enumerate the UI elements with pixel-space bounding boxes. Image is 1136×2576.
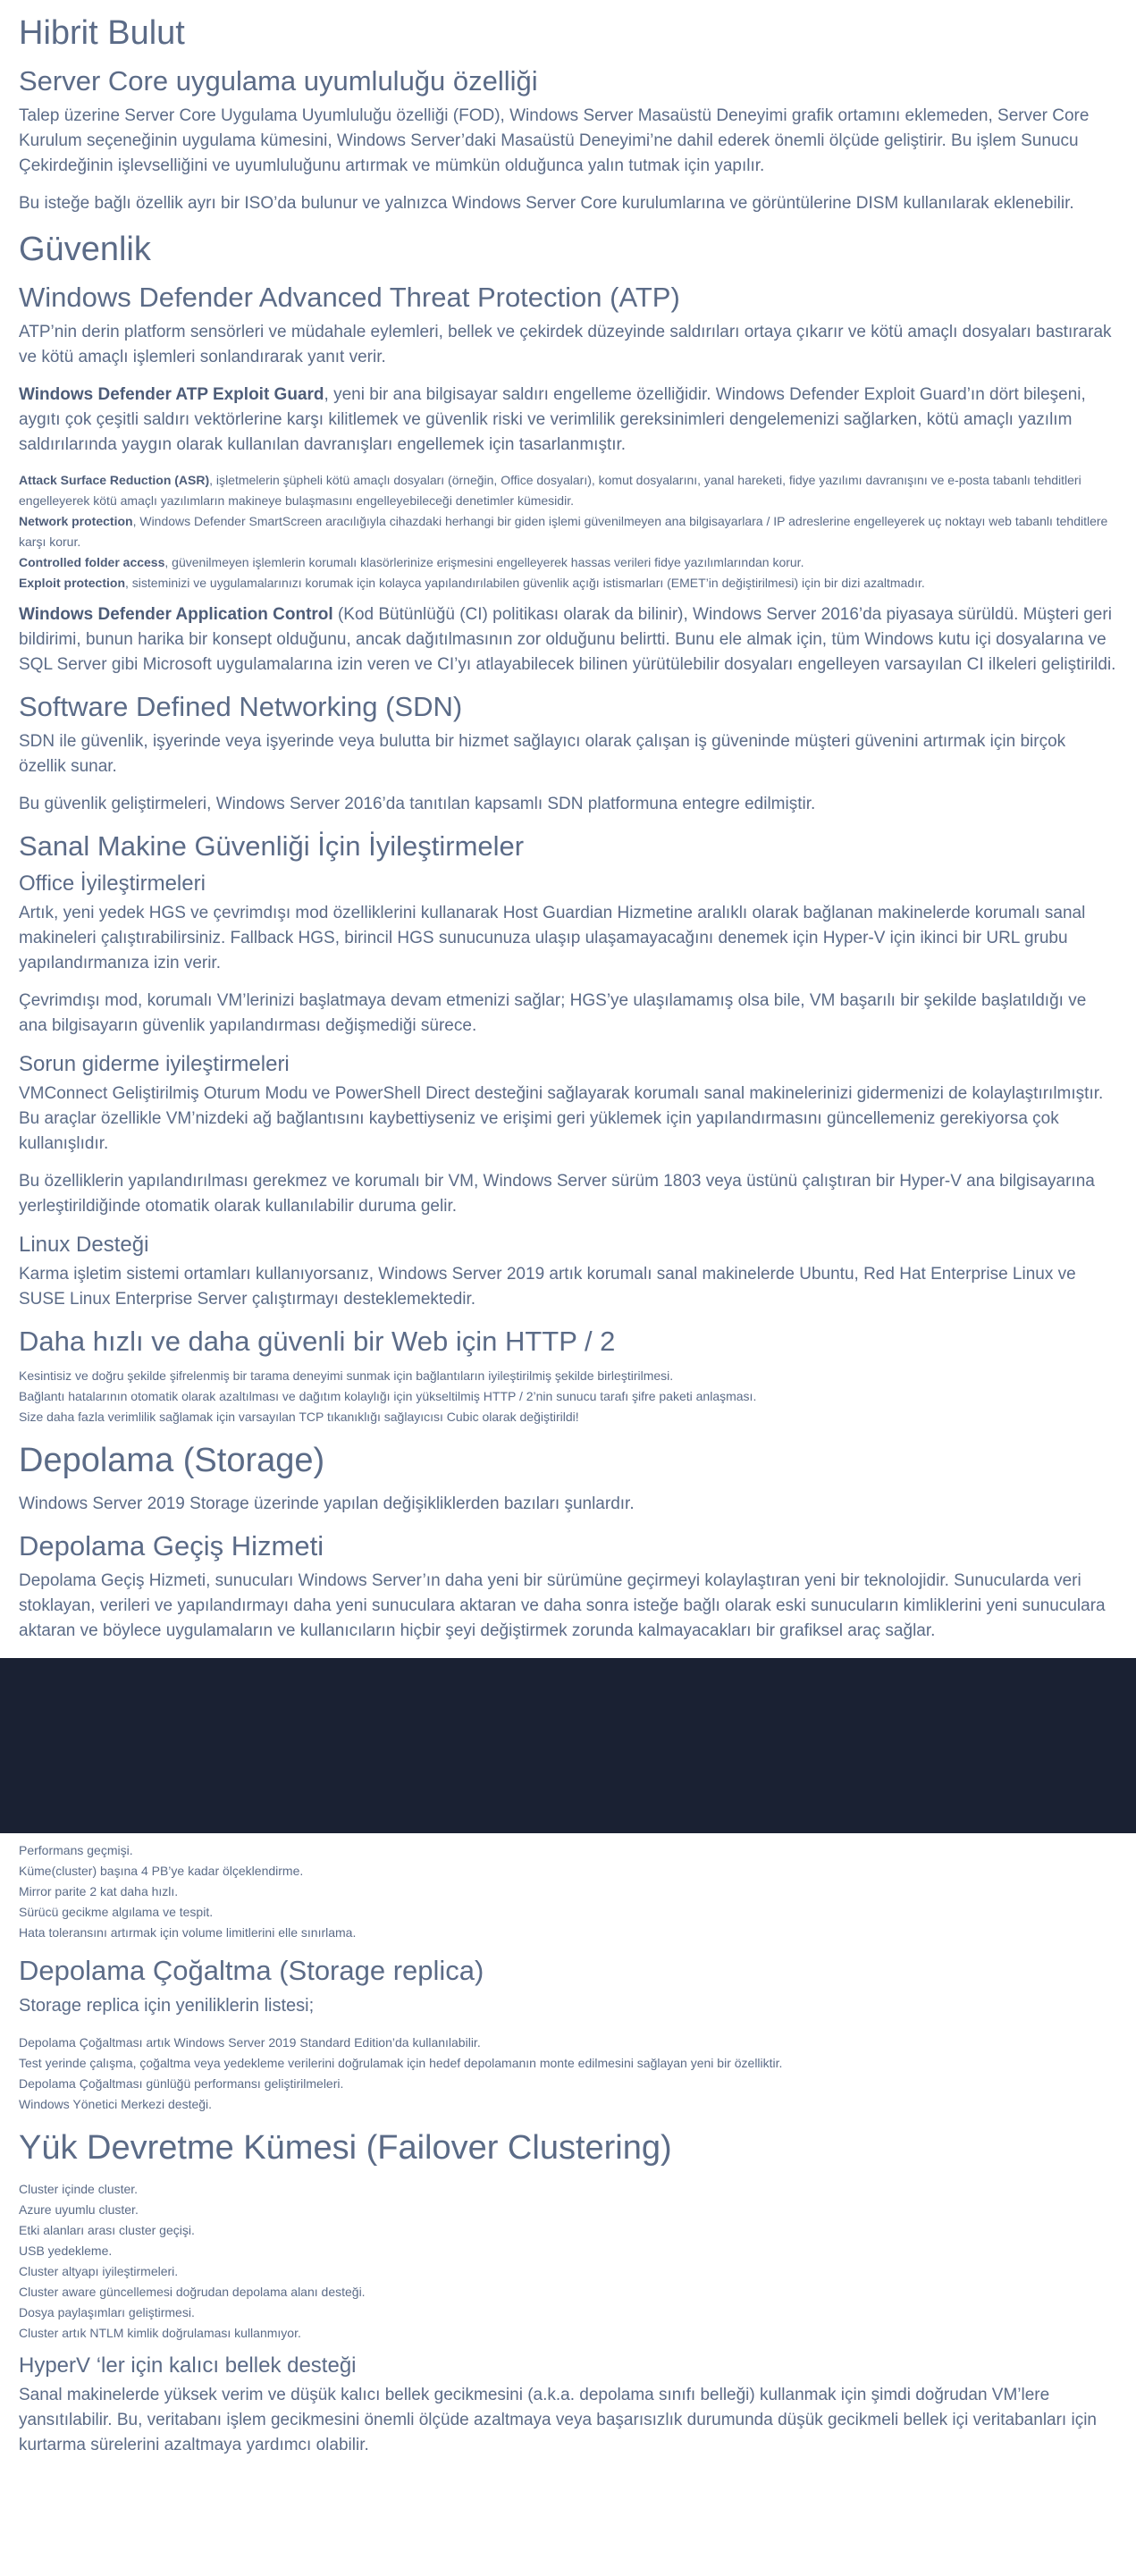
section-title-failover-clustering: Yük Devretme Kümesi (Failover Clustering)	[19, 2129, 672, 2167]
list-item: Cluster artık NTLM kimlik doğrulaması kullanmıyor.	[19, 2326, 301, 2340]
heading-storage-replica: Depolama Çoğaltma (Storage replica)	[19, 1955, 484, 1986]
paragraph: Talep üzerine Server Core Uygulama Uyumluluğu özelliği (FOD), Windows Server Masaüstü Deneyimi grafik ortamını eklemeden, Server Core Kurulum seçeneğinin uygulama kümesini, Windows Server’daki Masaüstü Deneyimi’ne dahil ederek önemli ölçüde geliştirir. Bu işlem Sunucu Çekirdeğinin işlevselliğini ve uyumluluğunu artırmak ve mümkün olduğunca yalın tutmak için yapılır.	[19, 106, 1090, 175]
section-title-storage: Depolama (Storage)	[19, 1442, 325, 1479]
heading-server-core-fod: Server Core uygulama uyumluluğu özelliği	[19, 65, 538, 97]
paragraph: Bu güvenlik geliştirmeleri, Windows Server 2016’da tanıtılan kapsamlı SDN platformuna entegre edilmiştir.	[19, 795, 816, 813]
paragraph: Karma işletim sistemi ortamları kullanıyorsanız, Windows Server 2019 artık korumalı sanal makinelerde Ubuntu, Red Hat Enterprise Linux ve SUSE Linux Enterprise Server çalıştırmayı desteklemektedir.	[19, 1265, 1076, 1309]
list-item: Test yerinde çalışma, çoğaltma veya yedekleme verilerini doğrulamak için hedef depolamanın monte edilmesini sağlayan yeni bir özelliktir.	[19, 2056, 783, 2070]
list-item: USB yedekleme.	[19, 2243, 113, 2258]
list-item-asr: Attack Surface Reduction (ASR), işletmelerin şüpheli kötü amaçlı dosyaları (örneğin, Office dosyaları), komut dosyalarını, yanal hareketi, fidye yazılımı davranışını ve e-posta tabanlı tehditleri engelleyerek kötü amaçlı yazılımların makineye bulaşmasını engelleyebileceği denetimler kümesidir.	[19, 473, 1081, 508]
list-item: Etki alanları arası cluster geçişi.	[19, 2223, 195, 2237]
heading-troubleshooting: Sorun giderme iyileştirmeleri	[19, 1052, 290, 1076]
list-item: Dosya paylaşımları geliştirmesi.	[19, 2305, 195, 2319]
list-item-network-protection: Network protection, Windows Defender SmartScreen aracılığıyla cihazdaki herhangi bir giden işlemi güvenilmeyen ana bilgisayarlara / IP adreslerine engelleyerek uç noktayı web tabanlı tehditlere karşı korur.	[19, 514, 1108, 549]
list-item-controlled-folder-access: Controlled folder access, güvenilmeyen işlemlerin korumalı klasörlerinize erişmesini engelleyerek hassas verileri fidye yazılımlarından korur.	[19, 555, 804, 569]
list-item: Size daha fazla verimlilik sağlamak için varsayılan TCP tıkanıklığı sağlayıcısı Cubic olarak değiştirildi!	[19, 1410, 579, 1424]
list-item: Windows Yönetici Merkezi desteği.	[19, 2097, 213, 2111]
list-item: Bağlantı hatalarının otomatik olarak azaltılması ve dağıtım kolaylığı için yükseltilmiş HTTP / 2’nin sunucu tarafı şifre paketi anlaşması.	[19, 1389, 757, 1403]
list-item: Kesintisiz ve doğru şekilde şifrelenmiş bir tarama deneyimi sunmak için bağlantıların iyileştirilmiş şekilde birleştirilmesi.	[19, 1368, 674, 1383]
list-item: Depolama Çoğaltması artık Windows Server 2019 Standard Edition’da kullanılabilir.	[19, 2035, 481, 2050]
heading-storage-migration: Depolama Geçiş Hizmeti	[19, 1530, 324, 1562]
paragraph: ATP’nin derin platform sensörleri ve müdahale eylemleri, bellek ve çekirdek düzeyinde saldırıları ortaya çıkarır ve kötü amaçlı dosyaları bastırarak ve kötü amaçlı işlemleri sonlandırarak yanıt verir.	[19, 323, 1112, 366]
failover-list	[19, 2179, 1117, 2344]
list-item: Cluster aware güncellemesi doğrudan depolama alanı desteği.	[19, 2285, 366, 2299]
storage-replica-list	[19, 2033, 1117, 2115]
list-item-exploit-protection: Exploit protection, sisteminizi ve uygulamalarınızı korumak için kolayca yapılandırılabilen güvenlik açığı istismarları (EMET’in değiştirilmesi) için bir dizi azaltmadır.	[19, 576, 925, 590]
paragraph: Artık, yeni yedek HGS ve çevrimdışı mod özelliklerini kullanarak Host Guardian Hizmetine aralıklı olarak bağlanan makinelerde korumalı sanal makineleri çalıştırabilirsiniz. Fallback HGS, birincil HGS sunucunuza ulaşıp ulaşamayacağını denemek için Hyper-V için ikinci bir URL grubu yapılandırmanıza izin verir.	[19, 904, 1086, 972]
heading-vm-security: Sanal Makine Güvenliği İçin İyileştirmeler	[19, 830, 525, 862]
http2-list	[19, 1366, 1117, 1427]
paragraph: Bu isteğe bağlı özellik ayrı bir ISO’da bulunur ve yalnızca Windows Server Core kurulumlarına ve görüntülerine DISM kullanılarak eklenebilir.	[19, 194, 1074, 213]
list-item: Hata toleransını artırmak için volume limitlerini elle sınırlama.	[19, 1925, 357, 1940]
heading-sdn: Software Defined Networking (SDN)	[19, 691, 463, 722]
paragraph: Windows Server 2019 Storage üzerinde yapılan değişikliklerden bazıları şunlardır.	[19, 1494, 635, 1513]
paragraph: Çevrimdışı mod, korumalı VM’lerinizi başlatmaya devam etmenizi sağlar; HGS’ye ulaşılamamış olsa bile, VM başarılı bir şekilde başlatıldığı ve ana bilgisayarın güvenlik yapılandırması değişmediği sürece.	[19, 991, 1087, 1035]
paragraph: Bu özelliklerin yapılandırılması gerekmez ve korumalı bir VM, Windows Server sürüm 1803 veya üstünü çalıştıran bir Hyper-V ana bilgisayarına yerleştirildiğinde otomatik olarak kullanılabilir duruma gelir.	[19, 1172, 1095, 1216]
heading-atp: Windows Defender Advanced Threat Protection (ATP)	[19, 282, 680, 313]
heading-linux-support: Linux Desteği	[19, 1233, 149, 1257]
heading-office-improvements: Office İyileştirmeleri	[19, 871, 206, 896]
list-item: Mirror parite 2 kat daha hızlı.	[19, 1884, 179, 1898]
term-exploit-guard: Windows Defender ATP Exploit Guard	[19, 385, 324, 404]
list-item: Performans geçmişi.	[19, 1843, 133, 1857]
exploit-guard-components	[19, 470, 1117, 593]
term-application-control: Windows Defender Application Control	[19, 605, 333, 624]
section-title-security: Güvenlik	[19, 231, 151, 268]
list-item: Depolama Çoğaltması günlüğü performansı geliştirilmeleri.	[19, 2076, 344, 2091]
list-item: Azure uyumlu cluster.	[19, 2202, 139, 2217]
list-item: Küme(cluster) başına 4 PB’ye kadar ölçeklendirme.	[19, 1864, 304, 1878]
list-item: Cluster altyapı iyileştirmeleri.	[19, 2264, 179, 2278]
storage-spaces-direct-list	[19, 1840, 1117, 1943]
embedded-media-block	[0, 1658, 1136, 1833]
section-title-hybrid-cloud: Hibrit Bulut	[19, 14, 185, 52]
subheading-storage-replica: Storage replica için yeniliklerin listesi;	[19, 1996, 315, 2016]
article-content-continued	[0, 1840, 1136, 2476]
heading-http2: Daha hızlı ve daha güvenli bir Web için HTTP / 2	[19, 1326, 616, 1357]
paragraph: VMConnect Geliştirilmiş Oturum Modu ve PowerShell Direct desteğini sağlayarak korumalı sanal makinelerinizi gidermenizi de kolaylaştırılmıştır. Bu araçlar özellikle VM’nizdeki ağ bağlantısını kaybettiyseniz ve erişimi geri yüklemek için yapılandırmasını güncellemeniz gerekiyorsa çok kullanışlıdır.	[19, 1084, 1104, 1153]
paragraph-exploit-guard: Windows Defender ATP Exploit Guard, yeni bir ana bilgisayar saldırı engelleme özelliğidir. Windows Defender Exploit Guard’ın dört bileşeni, aygıtı çok çeşitli saldırı vektörlerine karşı kilitlemek ve güvenlik riski ve verimlilik gereksinimleri dengelemenizi sağlarken, kötü amaçlı yazılım saldırılarında yaygın olarak kullanılan davranışları engellemek için tasarlanmıştır.	[19, 385, 1086, 454]
paragraph: Sanal makinelerde yüksek verim ve düşük kalıcı bellek gecikmesini (a.k.a. depolama sınıfı belleği) kullanmak için şimdi doğrudan VM’lere yansıtılabilir. Bu, veritabanı işlem gecikmesini önemli ölçüde azaltmaya veya başarısızlık durumunda düşük gecikmeli bellek içi veritabanları için kurtarma sürelerini azaltmaya yardımcı olabilir.	[19, 2386, 1097, 2454]
list-item: Sürücü gecikme algılama ve tespit.	[19, 1905, 214, 1919]
list-item: Cluster içinde cluster.	[19, 2182, 139, 2196]
article-content	[0, 13, 1136, 1644]
heading-persistent-memory: HyperV ‘ler için kalıcı bellek desteği	[19, 2353, 357, 2378]
paragraph: Depolama Geçiş Hizmeti, sunucuları Windows Server’ın daha yeni bir sürümüne geçirmeyi kolaylaştıran yeni bir teknolojidir. Sunucularda veri stoklayan, verileri ve yapılandırmayı daha yeni sunuculara aktaran ve daha sonra isteğe bağlı olarak eski sunucuların kimliklerini yeni sunuculara aktaran ve böylece uygulamaların ve kullanıcıların hiçbir şeyi değiştirmek zorunda kalmayacakları bir grafiksel araç sağlar.	[19, 1571, 1106, 1640]
paragraph: SDN ile güvenlik, işyerinde veya işyerinde veya bulutta bir hizmet sağlayıcı olarak çalışan iş güveninde müşteri güvenini artırmak için birçok özellik sunar.	[19, 732, 1066, 776]
paragraph-application-control: Windows Defender Application Control (Kod Bütünlüğü (CI) politikası olarak da bilinir), Windows Server 2016’da piyasaya sürüldü. Müşteri geri bildirimi, bunun harika bir konsept olduğunu, ancak dağıtılmasının zor olduğunu belirtti. Bunu ele almak için, tüm Windows kutu içi dosyalarına ve SQL Server gibi Microsoft uygulamalarına izin veren ve CI’yı atlayabilecek bilinen yürütülebilir dosyaları engelleyen varsayılan CI ilkeleri geliştirildi.	[19, 605, 1116, 674]
